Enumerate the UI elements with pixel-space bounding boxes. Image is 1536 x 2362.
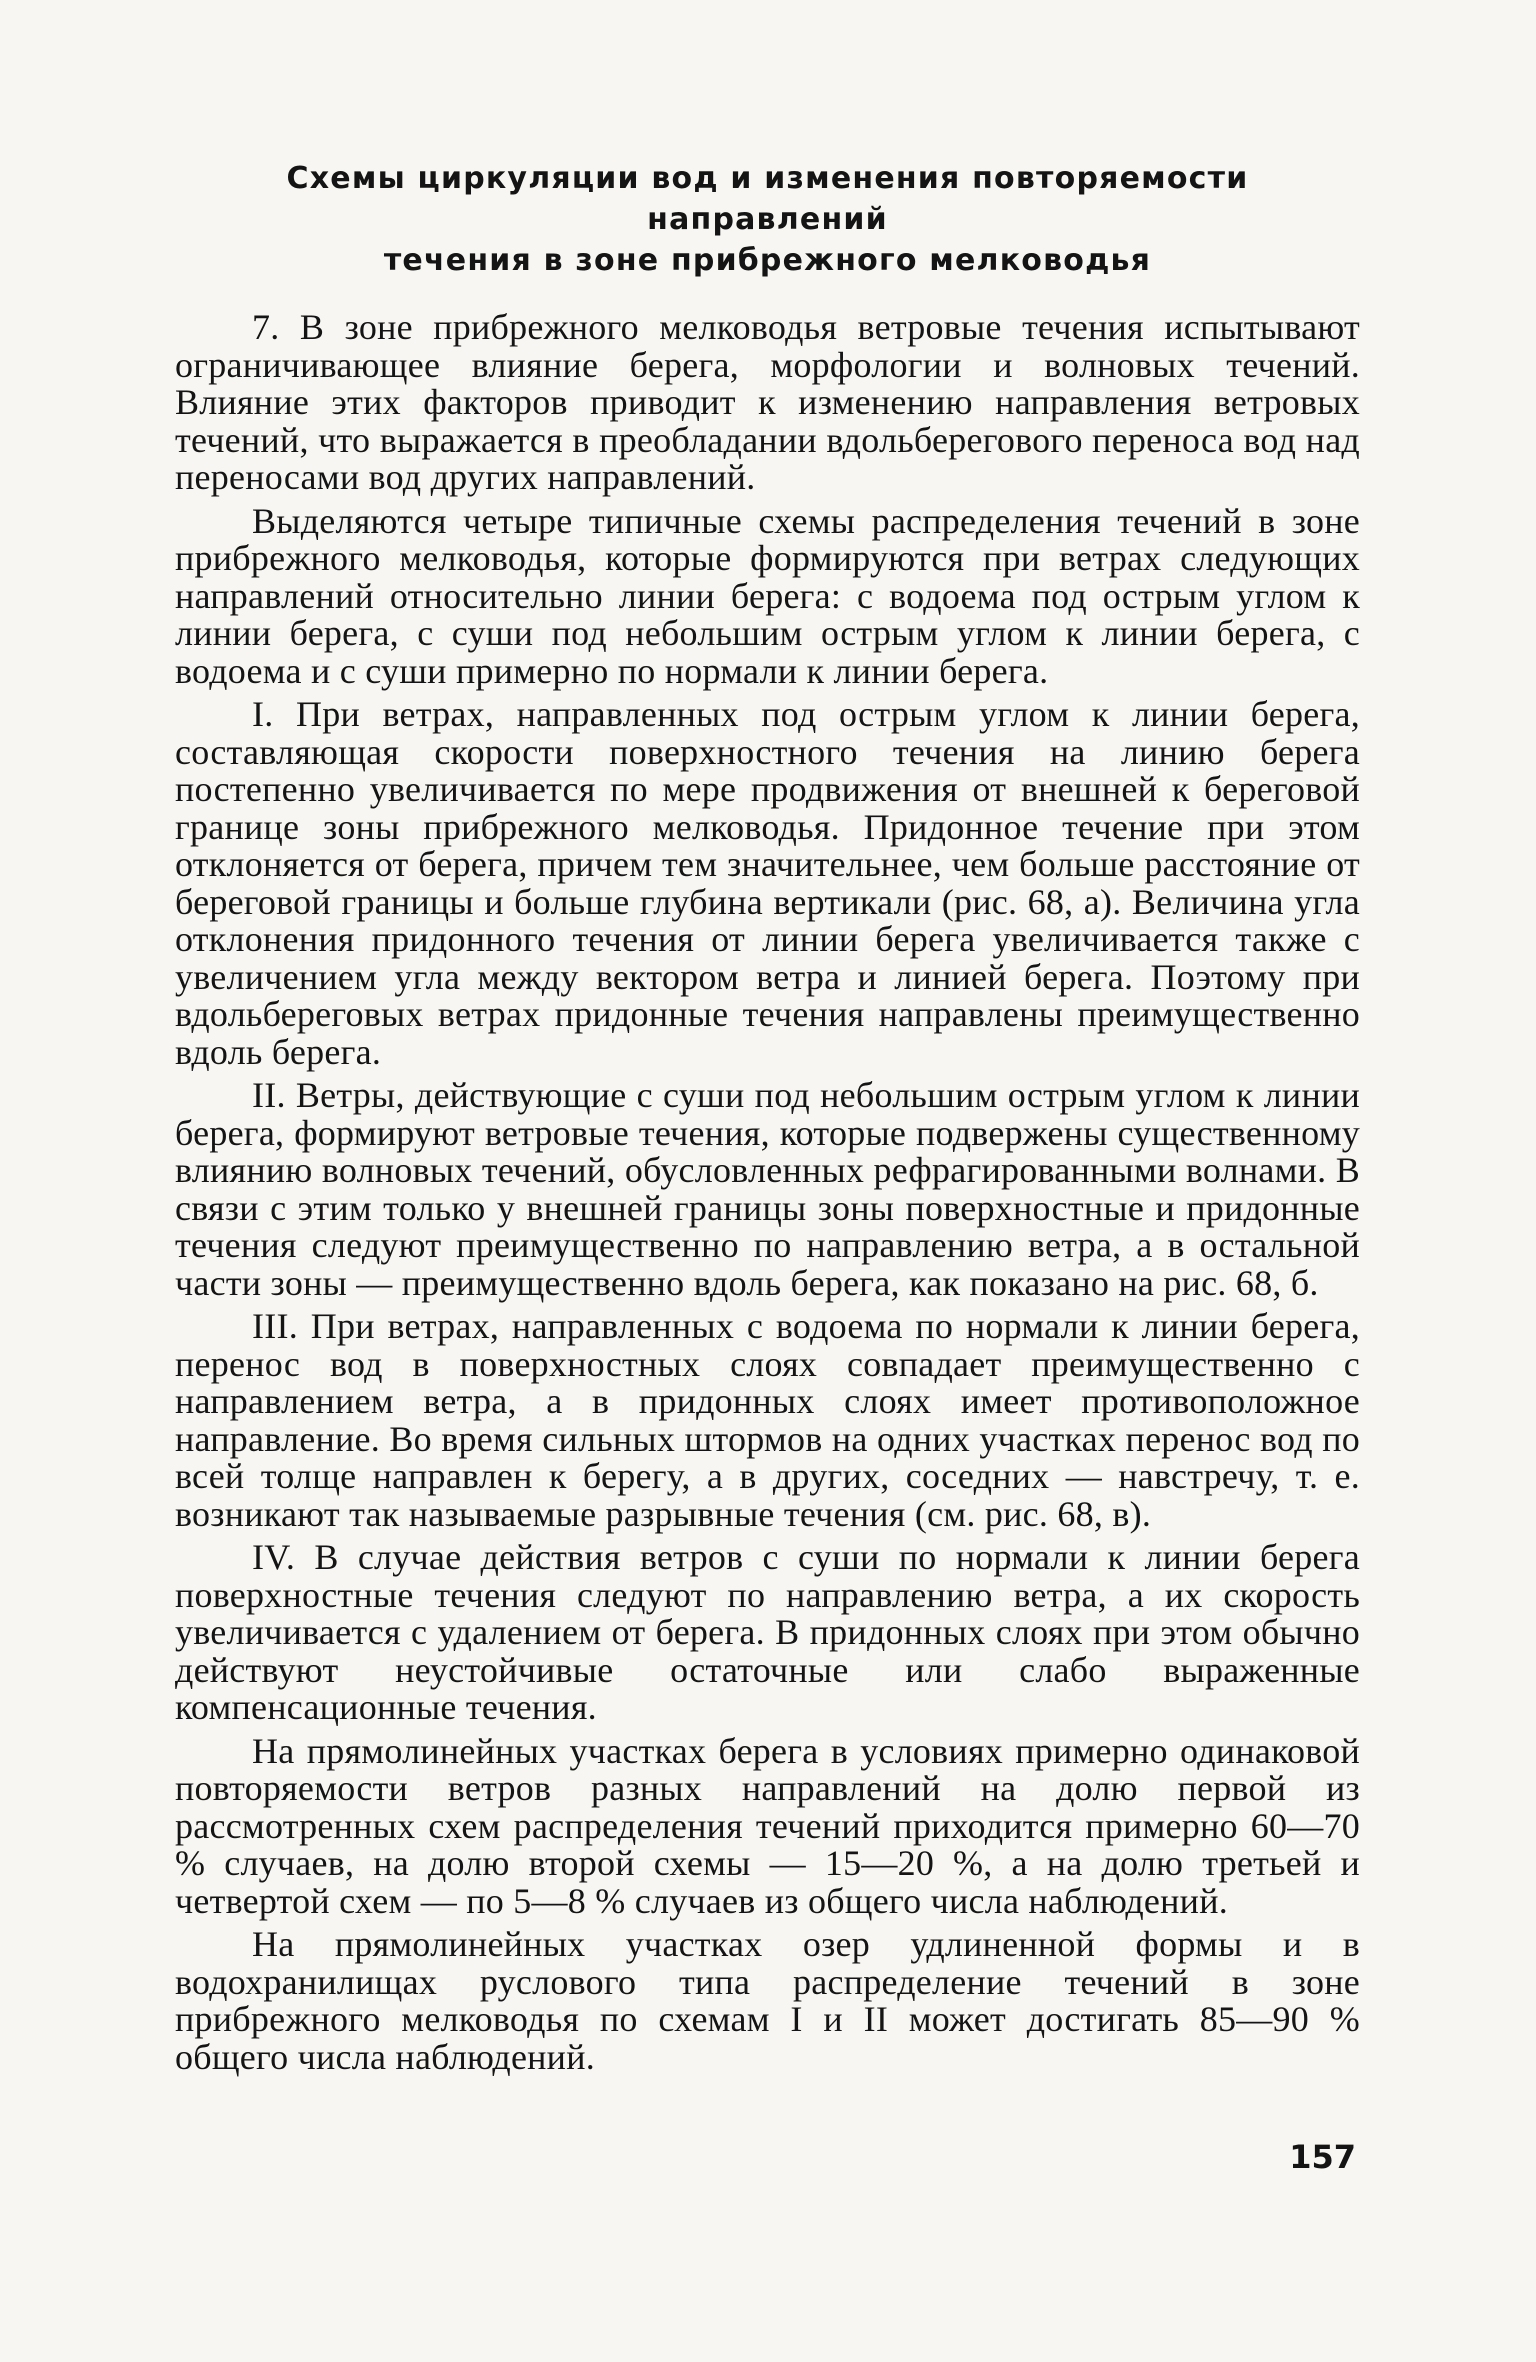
- page-number: 157: [1289, 2138, 1356, 2176]
- page-body: [175, 150, 1360, 2082]
- paragraph-four-schemes: Выделяются четыре типичные схемы распределения течений в зоне прибрежного мелководья, которые формируются при ветрах следующих направлений относительно линии берега: с водоема под острым углом к линии берега, с суши под небольшим острым углом к линии берега, с водоема и с суши примерно по нормали к линии берега.: [175, 500, 1360, 691]
- paragraph-scheme-4: IV. В случае действия ветров с суши по нормали к линии берега поверхностные течения следуют по направлению ветра, а их скорость увеличивается с удалением от берега. В придонных слоях при этом обычно действуют неустойчивые остаточные или слабо выраженные компенсационные течения.: [175, 1537, 1360, 1727]
- paragraph-scheme-2: II. Ветры, действующие с суши под небольшим острым углом к линии берега, формируют ветровые течения, которые подвержены существенному влиянию волновых течений, обусловленных рефрагированными волнами. В связи с этим только у внешней границы зоны поверхностные и придонные течения следуют преимущественно по направлению ветра, а в остальной части зоны — преимущественно вдоль берега, как показано на рис. 68, б.: [175, 1075, 1360, 1303]
- paragraph-scheme-3: III. При ветрах, направленных с водоема по нормали к линии берега, перенос вод в поверхностных слоях совпадает преимущественно с направлением ветра, а в придонных слоях имеет противоположное направление. Во время сильных штормов на одних участках перенос вод по всей толще направлен к берегу, а в других, соседних — навстречу, т. е. возникают так называемые разрывные течения (см. рис. 68, в).: [175, 1306, 1360, 1534]
- paragraph-frequency: На прямолинейных участках берега в условиях примерно одинаковой повторяемости ветров разных направлений на долю первой из рассмотренных схем распределения течений приходится примерно 60—70 % случаев, на долю второй схемы — 15—20 %, а на долю третьей и четвертой схем — по 5—8 % случаев из общего числа наблюдений.: [175, 1730, 1360, 1921]
- paragraph-7-intro: 7. В зоне прибрежного мелководья ветровые течения испытывают ограничивающее влияние берега, морфологии и волновых течений. Влияние этих факторов приводит к изменению направления ветровых течений, что выражается в преобладании вдольберегового переноса вод над переносами вод других направлений.: [175, 307, 1360, 497]
- section-title: [175, 158, 1360, 281]
- section-title-line-2: течения в зоне прибрежного мелководья: [383, 243, 1152, 278]
- paragraph-lakes-reservoirs: На прямолинейных участках озер удлиненной формы и в водохранилищах руслового типа распределение течений в зоне прибрежного мелководья по схемам I и II может достигать 85—90 % общего числа наблюдений.: [175, 1924, 1360, 2077]
- section-title-line-1: Схемы циркуляции вод и изменения повторяемости направлений: [286, 161, 1249, 237]
- paragraph-scheme-1: I. При ветрах, направленных под острым углом к линии берега, составляющая скорости поверхностного течения на линию берега постепенно увеличивается по мере продвижения от внешней к береговой границе зоны прибрежного мелководья. Придонное течение при этом отклоняется от берега, причем тем значительнее, чем больше расстояние от береговой границы и больше глубина вертикали (рис. 68, а). Величина угла отклонения придонного течения от линии берега увеличивается также с увеличением угла между вектором ветра и линией берега. Поэтому при вдольбереговых ветрах придонные течения направлены преимущественно вдоль берега.: [175, 694, 1360, 1072]
